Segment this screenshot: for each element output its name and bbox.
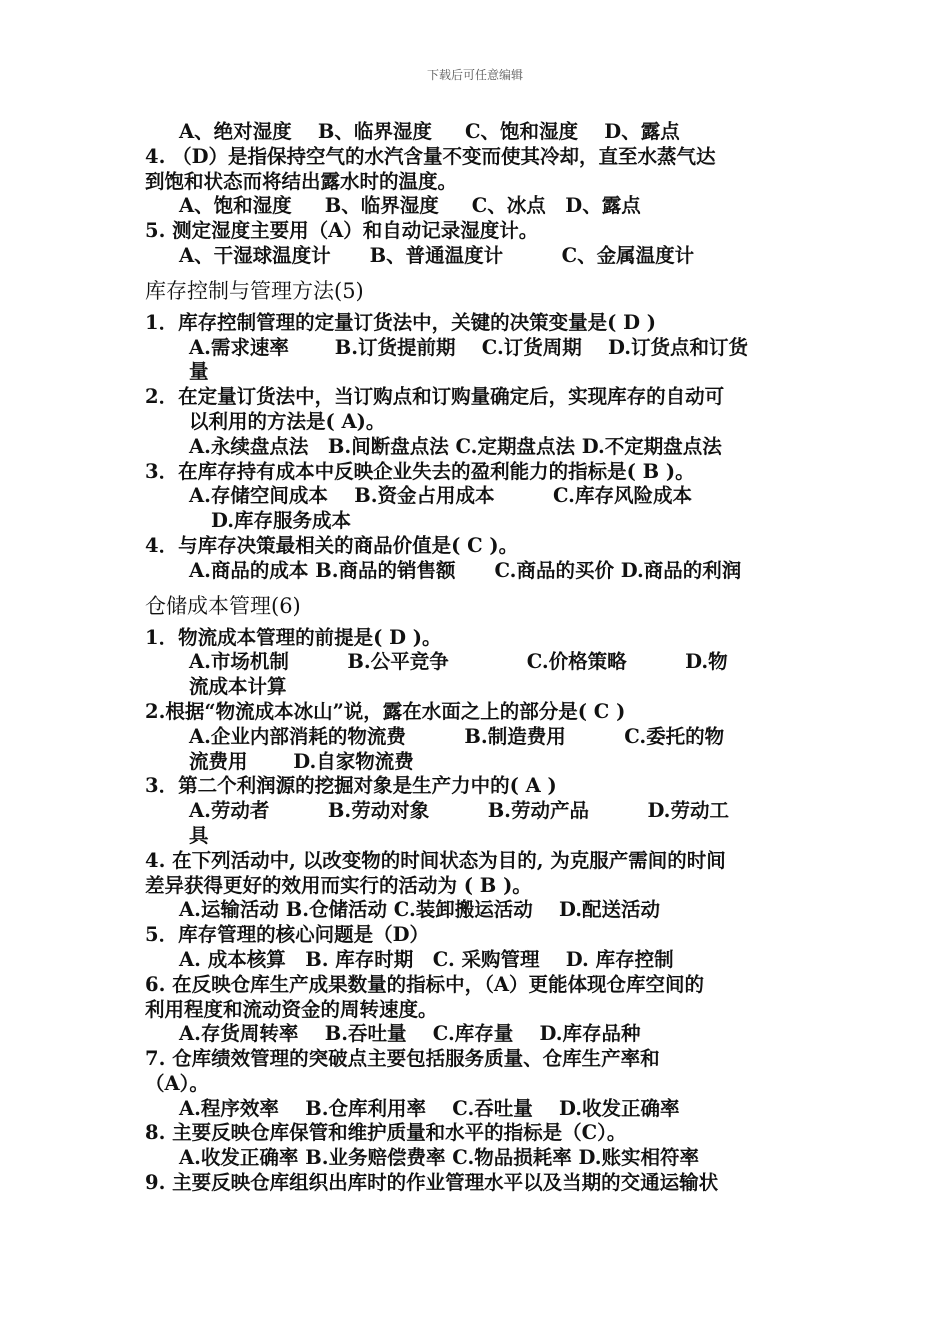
s2-question-7: 7. 仓库绩效管理的突破点主要包括服务质量、仓库生产率和: [145, 1047, 660, 1071]
s2-question-3-options-cont: 具: [189, 823, 209, 847]
s1-question-1: 1．库存控制管理的定量订货法中，关键的决策变量是( D ): [145, 310, 657, 334]
s2-question-7-cont: （A）。: [145, 1071, 209, 1095]
section-title-warehouse-cost: 仓储成本管理(6): [145, 593, 301, 618]
s1-question-3: 3．在库存持有成本中反映企业失去的盈利能力的指标是( B )。: [145, 459, 695, 483]
document-body: [145, 120, 810, 1196]
s2-question-6: 6. 在反映仓库生产成果数量的指标中，（A）更能体现仓库空间的: [145, 972, 705, 996]
s2-question-1-options: A.市场机制 B.公平竞争 C.价格策略 D.物: [189, 650, 728, 674]
page-header-note: 下载后可任意编辑: [426, 68, 523, 82]
s1-question-4-options: A.商品的成本 B.商品的销售额 C.商品的买价 D.商品的利润: [189, 558, 742, 582]
s2-question-9: 9. 主要反映仓库组织出库时的作业管理水平以及当期的交通运输状: [145, 1171, 719, 1195]
s2-question-2-options: A.企业内部消耗的物流费 B.制造费用 C.委托的物: [189, 724, 725, 748]
s1-question-2: 2．在定量订货法中，当订购点和订购量确定后，实现库存的自动可: [145, 385, 725, 409]
s2-question-2-options-cont: 流费用 D.自家物流费: [189, 749, 414, 773]
question-5: 5. 测定湿度主要用（A）和自动记录湿度计。: [145, 219, 539, 243]
question-4: 4. （D）是指保持空气的水汽含量不变而使其冷却，直至水蒸气达: [145, 144, 716, 168]
s1-question-2-cont: 以利用的方法是( A)。: [189, 409, 386, 433]
s2-question-8: 8. 主要反映仓库保管和维护质量和水平的指标是（C）。: [145, 1121, 627, 1145]
s1-question-4: 4．与库存决策最相关的商品价值是( C )。: [145, 533, 519, 557]
s2-question-4-cont: 差异获得更好的效用而实行的活动为 ( B )。: [145, 873, 532, 897]
s2-question-5: 5．库存管理的核心问题是（D）: [145, 923, 429, 947]
s1-question-1-options-cont: 量: [189, 360, 209, 384]
question-5-options: A、干湿球温度计 B、普通温度计 C、金属温度计: [179, 243, 695, 267]
section-title-inventory: 库存控制与管理方法(5): [145, 278, 364, 303]
s2-question-3-options: A.劳动者 B.劳动对象 B.劳动产品 D.劳动工: [189, 799, 729, 823]
question-4-cont: 到饱和状态而将结出露水时的温度。: [145, 169, 458, 193]
s1-question-3-options-cont: D.库存服务成本: [211, 509, 352, 533]
s2-question-6-cont: 利用程度和流动资金的周转速度。: [145, 997, 438, 1021]
s2-question-4-options: A.运输活动 B.仓储活动 C.装卸搬运活动 D.配送活动: [179, 898, 661, 922]
s2-question-1: 1．物流成本管理的前提是( D )。: [145, 625, 442, 649]
s1-question-1-options: A.需求速率 B.订货提前期 C.订货周期 D.订货点和订货: [189, 335, 749, 359]
s2-question-7-options: A.程序效率 B.仓库利用率 C.吞吐量 D.收发正确率: [179, 1096, 680, 1120]
s2-question-4: 4. 在下列活动中, 以改变物的时间状态为目的, 为克服产需间的时间: [145, 848, 726, 872]
s1-question-3-options: A.存储空间成本 B.资金占用成本 C.库存风险成本: [189, 484, 692, 508]
s2-question-2: 2.根据“物流成本冰山”说，露在水面之上的部分是( C ): [145, 699, 626, 723]
question-4-options: A、饱和湿度 B、临界湿度 C、冰点 D、露点: [179, 194, 641, 218]
s2-question-8-options: A.收发正确率 B.业务赔偿费率 C.物品损耗率 D.账实相符率: [179, 1146, 700, 1170]
s2-question-5-options: A. 成本核算 B. 库存时期 C. 采购管理 D. 库存控制: [179, 947, 674, 971]
s2-question-3: 3．第二个利润源的挖掘对象是生产力中的( A ): [145, 774, 557, 798]
s2-question-6-options: A.存货周转率 B.吞吐量 C.库存量 D.库存品种: [179, 1022, 641, 1046]
s1-question-2-options: A.永续盘点法 B.间断盘点法 C.定期盘点法 D.不定期盘点法: [189, 434, 722, 458]
s2-question-1-options-cont: 流成本计算: [189, 675, 287, 699]
options-line: A、绝对湿度 B、临界湿度 C、饱和湿度 D、露点: [179, 120, 680, 143]
